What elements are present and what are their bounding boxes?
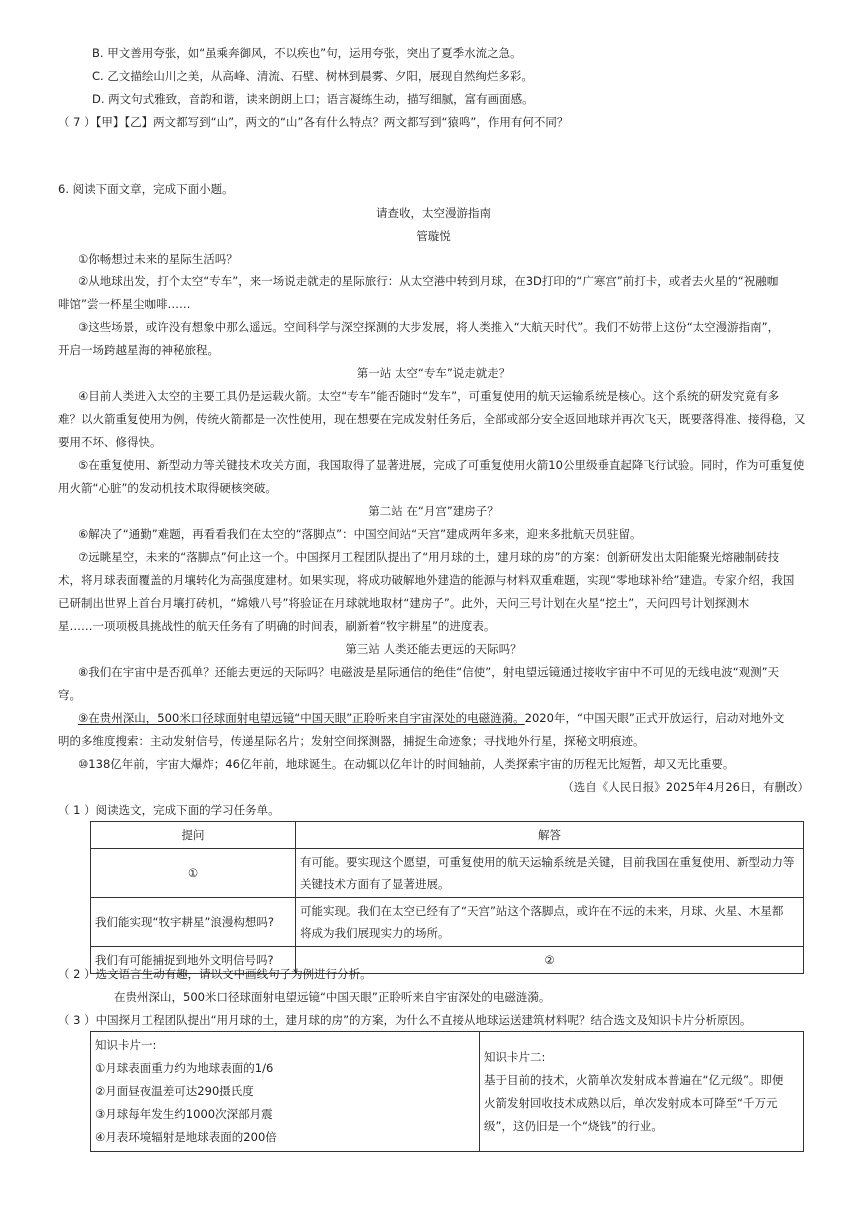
table-cell-answer xyxy=(296,898,804,947)
underlined-sentence: ⑨在贵州深山，500米口径球面射电望远镜“中国天眼”正聆听来自宇宙深处的电磁涟漪。 xyxy=(78,711,525,725)
answer-line: 关键技术方面有了显著进展。 xyxy=(300,877,450,891)
table-cell-answer[interactable]: ② xyxy=(296,947,804,974)
question-6-intro: 6. 阅读下面文章，完成下面小题。 xyxy=(58,182,234,196)
card-2-title: 知识卡片二: xyxy=(484,1049,546,1064)
paragraph-3-line-2: 开启一场跨越星海的神秘旅程。 xyxy=(58,343,219,357)
table-header-question: 提问 xyxy=(91,822,296,849)
paragraph-9-rest: 2020年，“中国天眼”正式开放运行，启动对地外文 xyxy=(524,711,785,725)
card-2-line: 基于目前的技术，火箭单次发射成本普遍在“亿元级”。即便 xyxy=(484,1072,784,1087)
card-2-line: 火箭发射回收技术成熟以后，单次发射成本可降至“千万元 xyxy=(484,1095,778,1110)
article-author: 管璇悦 xyxy=(416,229,451,243)
paragraph-6: ⑥解决了“通勤”难题，再看看我们在太空的“落脚点”：中国空间站“天宫”建成两年多来，迎来多批航天员驻留。 xyxy=(78,527,642,541)
answer-line: 可能实现。我们在太空已经有了“天宫”站这个落脚点，或许在不远的未来，月球、火星、木星都 xyxy=(300,904,784,918)
card-1-item: ④月表环境辐射是地球表面的200倍 xyxy=(95,1130,277,1144)
paragraph-2-line-1: ②从地球出发，打个太空“专车”，来一场说走就走的星际旅行：从太空港中转到月球，在3D打印的“广寒宫”前打卡，或者去火星的“祝融咖 xyxy=(78,274,779,288)
paragraph-5-line-1: ⑤在重复使用、新型动力等关键技术攻关方面，我国取得了显著进展，完成了可重复使用火箭10公里级垂直起降飞行试验。同时，作为可重复使 xyxy=(78,458,805,472)
paragraph-9-line-1 xyxy=(78,710,784,726)
table-cell-question: 我们有可能捕捉到地外文明信号吗? xyxy=(91,947,296,974)
paragraph-3-line-1: ③这些场景，或许没有想象中那么遥远。空间科学与深空探测的大步发展，将人类推入“大航天时代”。我们不妨带上这份“太空漫游指南”， xyxy=(78,320,780,334)
knowledge-card-2 xyxy=(480,1032,804,1152)
paragraph-1: ①你畅想过未来的星际生活吗？ xyxy=(78,252,238,266)
table-cell-question: 我们能实现“牧宇耕星”浪漫构想吗? xyxy=(91,898,296,947)
option-d: D. 两文句式雅致，音韵和谐，读来朗朗上口；语言凝练生动，描写细腻，富有画面感。 xyxy=(92,92,534,106)
table-header-answer: 解答 xyxy=(296,822,804,849)
article-title: 请查收，太空漫游指南 xyxy=(376,206,491,220)
paragraph-8-line-1: ⑧我们在宇宙中是否孤单？还能去更远的天际吗？电磁波是星际通信的绝佳“信使”，射电望远镜通过接收宇宙中不可见的无线电波“观测”天 xyxy=(78,665,780,679)
card-1-item: ③月球每年发生约1000次深部月震 xyxy=(95,1107,273,1121)
table-row xyxy=(91,849,804,898)
task-table xyxy=(90,821,804,974)
question-7: （ 7 ）【甲】【乙】两文都写到“山”，两文的“山”各有什么特点？两文都写到“猿鸣”，作用有何不同？ xyxy=(58,115,569,129)
card-1-item: ②月面昼夜温差可达290摄氏度 xyxy=(95,1084,254,1098)
quoted-sentence: 在贵州深山，500米口径球面射电望远镜“中国天眼”正聆听来自宇宙深处的电磁涟漪。 xyxy=(114,990,551,1004)
knowledge-card-1 xyxy=(91,1032,480,1152)
paragraph-7-line-2: 术，将月球表面覆盖的月壤转化为高强度建材。如果实现，将成功破解地外建造的能源与材料双重难题，实现“零地球补给”建造。专家介绍，我国 xyxy=(58,573,795,587)
answer-line: 有可能。要实现这个愿望，可重复使用的航天运输系统是关键，目前我国在重复使用、新型动力等 xyxy=(300,855,795,869)
paragraph-8-line-2: 穹。 xyxy=(58,688,81,702)
paragraph-2-line-2: 啡馆”尝一杯星尘咖啡…… xyxy=(58,297,191,311)
paragraph-4-line-1: ④目前人类进入太空的主要工具仍是运载火箭。太空“专车”能否随时“发车”，可重复使用的航天运输系统是核心。这个系统的研发究竟有多 xyxy=(78,389,780,403)
table-row xyxy=(91,898,804,947)
paragraph-7-line-4: 星……一项项极具挑战性的航天任务有了明确的时间表，刷新着“牧宇耕星”的进度表。 xyxy=(58,619,496,633)
paragraph-5-line-2: 用火箭“心脏”的发动机技术取得硬核突破。 xyxy=(58,481,277,495)
section-heading-3: 第三站 人类还能去更远的天际吗？ xyxy=(345,642,522,656)
paragraph-4-line-3: 要用不坏、修得快。 xyxy=(58,435,162,449)
paragraph-7-line-3: 已研制出世界上首台月壤打砖机，“嫦娥八号”将验证在月球就地取材“建房子”。此外，天问三号计划在火星“挖土”，天问四号计划探测木 xyxy=(58,596,750,610)
paragraph-9-line-2: 明的多维度搜索：主动发射信号，传递星际名片；发射空间探测器，捕捉生命迹象；寻找地外行星，探秘文明痕迹。 xyxy=(58,734,645,748)
table-cell-question[interactable]: ① xyxy=(91,849,296,898)
answer-line: 将成为我们展现实力的场所。 xyxy=(300,926,450,940)
article-source: （选自《人民日报》2025年4月26日，有删改） xyxy=(562,780,809,794)
section-heading-1: 第一站 太空“专车”说走就走？ xyxy=(356,366,511,380)
sub-question-2: （ 2 ）选文语言生动有趣，请以文中画线句子为例进行分析。 xyxy=(58,967,372,981)
knowledge-cards xyxy=(90,1031,804,1152)
card-2-line: 级”，这仍旧是一个“烧钱”的行业。 xyxy=(484,1118,663,1133)
card-1-item: ①月球表面重力约为地球表面的1/6 xyxy=(95,1061,274,1075)
card-1-title: 知识卡片一: xyxy=(95,1038,157,1052)
option-c: C. 乙文描绘山川之美，从高峰、清流、石壁、树林到晨雾、夕阳，展现自然绚烂多彩。 xyxy=(92,69,533,83)
paragraph-7-line-1: ⑦远眺星空，未来的“落脚点”何止这一个。中国探月工程团队提出了“用月球的土，建月球的房”的方案：创新研发出太阳能聚光熔融制砖技 xyxy=(78,550,780,564)
option-b: B. 甲文善用夸张，如“虽乘奔御风，不以疾也”句，运用夸张，突出了夏季水流之急。 xyxy=(92,46,522,60)
paragraph-10: ⑩138亿年前，宇宙大爆炸；46亿年前，地球诞生。在动辄以亿年计的时间轴前，人类探索宇宙的历程无比短暂，却又无比重要。 xyxy=(78,757,735,771)
paragraph-4-line-2: 难？以火箭重复使用为例，传统火箭都是一次性使用，现在想要在完成发射任务后，全部或部分安全返回地球并再次飞天，既要落得准、接得稳，又 xyxy=(58,412,806,426)
sub-question-3: （ 3 ）中国探月工程团队提出“用月球的土，建月球的房”的方案，为什么不直接从地球运送建筑材料呢？结合选文及知识卡片分析原因。 xyxy=(58,1013,752,1027)
section-heading-2: 第二站 在“月宫”建房子？ xyxy=(368,504,499,518)
table-cell-answer xyxy=(296,849,804,898)
sub-question-1: （ 1 ）阅读选文，完成下面的学习任务单。 xyxy=(58,803,280,817)
